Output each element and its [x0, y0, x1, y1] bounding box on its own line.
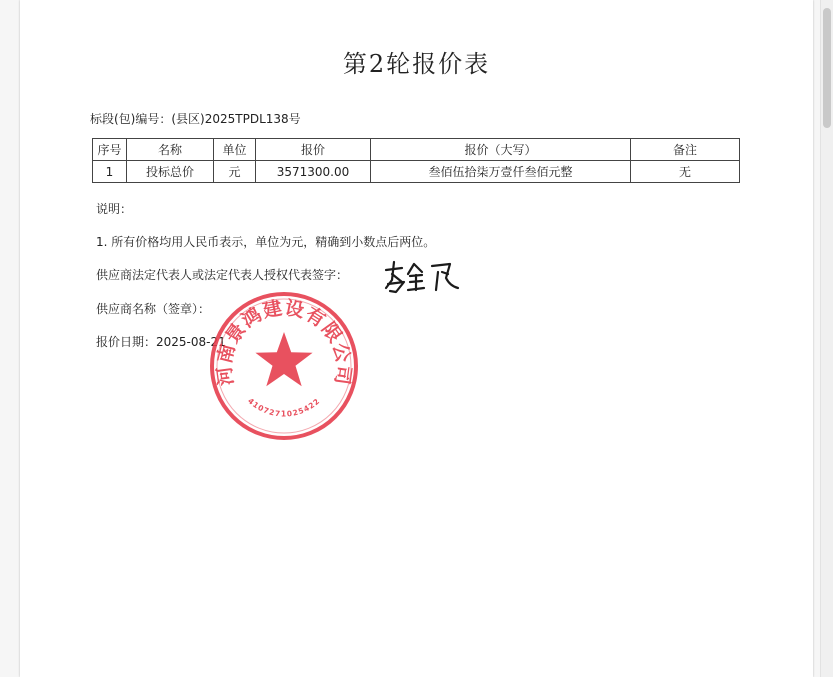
quote-date: 报价日期：2025-08-21 — [96, 335, 226, 349]
notes-heading: 说明： — [96, 202, 133, 216]
seal-code: 4107271025422 — [246, 396, 322, 419]
table-header-row — [93, 139, 740, 161]
bid-section-number: 标段(包)编号：(县区)2025TPDL138号 — [90, 112, 301, 126]
legal-rep-signature-label: 供应商法定代表人或法定代表人授权代表签字： — [96, 268, 349, 282]
header-cell: 序号 — [93, 139, 127, 161]
header-cell: 备注 — [631, 139, 740, 161]
seal-star-icon — [255, 332, 312, 386]
header-cell: 单位 — [214, 139, 256, 161]
table-cell: 1 — [93, 161, 127, 183]
supplier-name-label: 供应商名称（签章）： — [96, 302, 211, 316]
note-item-1: 1. 所有价格均用人民币表示，单位为元，精确到小数点后两位。 — [96, 235, 436, 249]
seal-company-name: 河南景鸿建设有限公司 — [213, 296, 355, 387]
table-cell: 投标总价 — [127, 161, 214, 183]
document-title: 第2轮报价表 — [342, 50, 491, 78]
header-cell: 报价 — [256, 139, 371, 161]
table-cell: 3571300.00 — [256, 161, 371, 183]
quote-table — [92, 138, 740, 183]
header-cell: 报价（大写） — [371, 139, 631, 161]
vertical-scrollbar[interactable] — [820, 0, 833, 677]
header-cell: 名称 — [127, 139, 214, 161]
table-cell: 叁佰伍拾柒万壹仟叁佰元整 — [371, 161, 631, 183]
table-row — [93, 161, 740, 183]
handwritten-signature — [380, 258, 464, 296]
table-cell: 无 — [631, 161, 740, 183]
company-seal — [208, 290, 360, 442]
table-cell: 元 — [214, 161, 256, 183]
